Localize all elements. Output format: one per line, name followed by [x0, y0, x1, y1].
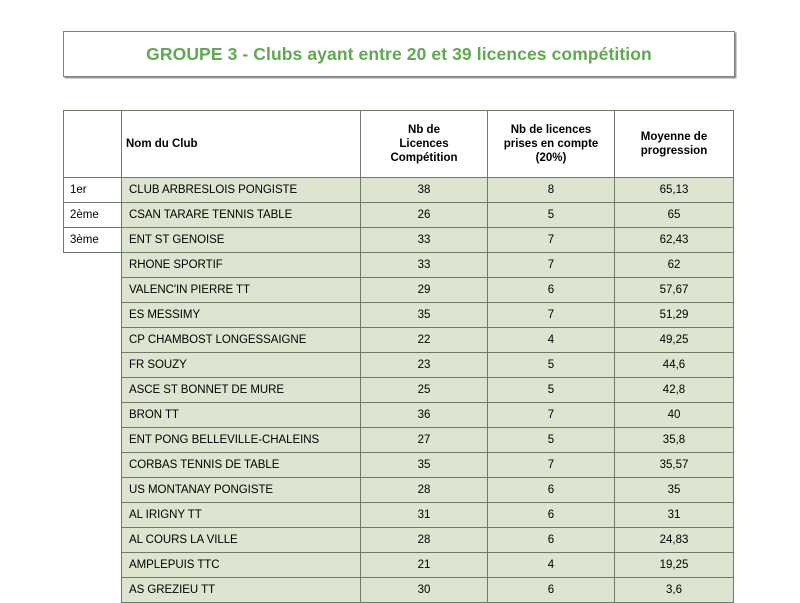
- cell-club-name: AMPLEPUIS TTC: [122, 553, 361, 578]
- column-header-licences-line3: Compétition: [390, 152, 458, 164]
- cell-licences: 38: [361, 178, 488, 203]
- table-row: [64, 203, 734, 228]
- cell-prises: 7: [488, 303, 615, 328]
- cell-rank: [64, 478, 122, 503]
- table-body: [64, 178, 734, 603]
- cell-club-name: RHONE SPORTIF: [122, 253, 361, 278]
- cell-moyenne: 65: [615, 203, 734, 228]
- cell-club-name: ASCE ST BONNET DE MURE: [122, 378, 361, 403]
- cell-rank: [64, 328, 122, 353]
- cell-prises: 6: [488, 528, 615, 553]
- cell-moyenne: 42,8: [615, 378, 734, 403]
- cell-club-name: CORBAS TENNIS DE TABLE: [122, 453, 361, 478]
- cell-moyenne: 24,83: [615, 528, 734, 553]
- column-header-rank: [64, 111, 122, 178]
- column-header-moyenne-line2: progression: [640, 145, 708, 157]
- cell-licences: 30: [361, 578, 488, 603]
- column-header-prises-line2: prises en compte: [503, 137, 599, 150]
- cell-rank: [64, 253, 122, 278]
- title-banner: [63, 31, 735, 77]
- cell-prises: 7: [488, 228, 615, 253]
- cell-club-name: ENT ST GENOISE: [122, 228, 361, 253]
- cell-licences: 31: [361, 503, 488, 528]
- table-row: [64, 553, 734, 578]
- cell-moyenne: 51,29: [615, 303, 734, 328]
- table-header: [64, 111, 734, 178]
- cell-rank: 3ème: [64, 228, 122, 253]
- cell-licences: 33: [361, 253, 488, 278]
- column-header-prises-line3: (20%): [535, 152, 567, 164]
- cell-prises: 8: [488, 178, 615, 203]
- cell-prises: 5: [488, 378, 615, 403]
- cell-licences: 33: [361, 228, 488, 253]
- table-row: [64, 178, 734, 203]
- cell-rank: [64, 278, 122, 303]
- cell-prises: 5: [488, 353, 615, 378]
- cell-licences: 22: [361, 328, 488, 353]
- cell-prises: 4: [488, 328, 615, 353]
- cell-prises: 7: [488, 453, 615, 478]
- cell-prises: 7: [488, 403, 615, 428]
- cell-moyenne: 31: [615, 503, 734, 528]
- cell-rank: [64, 353, 122, 378]
- cell-rank: [64, 528, 122, 553]
- table-row: [64, 503, 734, 528]
- cell-club-name: ENT PONG BELLEVILLE-CHALEINS: [122, 428, 361, 453]
- cell-moyenne: 49,25: [615, 328, 734, 353]
- cell-rank: 2ème: [64, 203, 122, 228]
- column-header-licences-line2: Licences: [399, 137, 449, 150]
- table-row: [64, 478, 734, 503]
- column-header-moyenne-progression: [615, 111, 734, 178]
- cell-club-name: CP CHAMBOST LONGESSAIGNE: [122, 328, 361, 353]
- page-title: GROUPE 3 - Clubs ayant entre 20 et 39 licences compétition: [146, 43, 652, 64]
- cell-rank: [64, 403, 122, 428]
- cell-club-name: FR SOUZY: [122, 353, 361, 378]
- cell-licences: 35: [361, 453, 488, 478]
- column-header-prises-line1: Nb de licences: [510, 123, 592, 136]
- cell-licences: 28: [361, 528, 488, 553]
- cell-club-name: VALENC'IN PIERRE TT: [122, 278, 361, 303]
- table-row: [64, 378, 734, 403]
- cell-club-name: AL COURS LA VILLE: [122, 528, 361, 553]
- table-row: [64, 453, 734, 478]
- cell-moyenne: 3,6: [615, 578, 734, 603]
- cell-prises: 5: [488, 428, 615, 453]
- table-row: [64, 278, 734, 303]
- cell-prises: 6: [488, 578, 615, 603]
- cell-club-name: BRON TT: [122, 403, 361, 428]
- cell-club-name: AS GREZIEU TT: [122, 578, 361, 603]
- table-row: [64, 228, 734, 253]
- cell-moyenne: 35,57: [615, 453, 734, 478]
- cell-rank: [64, 503, 122, 528]
- table-row: [64, 578, 734, 603]
- cell-rank: 1er: [64, 178, 122, 203]
- table-row: [64, 303, 734, 328]
- table-row: [64, 253, 734, 278]
- cell-club-name: ES MESSIMY: [122, 303, 361, 328]
- table-row: [64, 403, 734, 428]
- cell-prises: 6: [488, 278, 615, 303]
- cell-prises: 7: [488, 253, 615, 278]
- cell-moyenne: 35,8: [615, 428, 734, 453]
- cell-prises: 4: [488, 553, 615, 578]
- cell-licences: 25: [361, 378, 488, 403]
- cell-licences: 29: [361, 278, 488, 303]
- cell-moyenne: 57,67: [615, 278, 734, 303]
- cell-club-name: US MONTANAY PONGISTE: [122, 478, 361, 503]
- cell-rank: [64, 553, 122, 578]
- cell-licences: 23: [361, 353, 488, 378]
- cell-licences: 21: [361, 553, 488, 578]
- cell-moyenne: 19,25: [615, 553, 734, 578]
- column-header-club-name: Nom du Club: [122, 111, 361, 178]
- cell-club-name: CSAN TARARE TENNIS TABLE: [122, 203, 361, 228]
- cell-moyenne: 62,43: [615, 228, 734, 253]
- cell-licences: 36: [361, 403, 488, 428]
- cell-rank: [64, 303, 122, 328]
- cell-moyenne: 44,6: [615, 353, 734, 378]
- cell-prises: 5: [488, 203, 615, 228]
- column-header-moyenne-line1: Moyenne de: [640, 130, 708, 143]
- column-header-licences-competition: [361, 111, 488, 178]
- cell-moyenne: 35: [615, 478, 734, 503]
- cell-club-name: CLUB ARBRESLOIS PONGISTE: [122, 178, 361, 203]
- cell-licences: 27: [361, 428, 488, 453]
- cell-licences: 26: [361, 203, 488, 228]
- cell-moyenne: 65,13: [615, 178, 734, 203]
- table-row: [64, 353, 734, 378]
- cell-rank: [64, 578, 122, 603]
- table-header-row: [64, 111, 734, 178]
- cell-licences: 35: [361, 303, 488, 328]
- cell-moyenne: 40: [615, 403, 734, 428]
- cell-club-name: AL IRIGNY TT: [122, 503, 361, 528]
- cell-licences: 28: [361, 478, 488, 503]
- club-ranking-table: [63, 110, 734, 603]
- cell-prises: 6: [488, 503, 615, 528]
- table-row: [64, 328, 734, 353]
- cell-moyenne: 62: [615, 253, 734, 278]
- column-header-licences-line1: Nb de: [408, 123, 440, 136]
- cell-prises: 6: [488, 478, 615, 503]
- table-row: [64, 528, 734, 553]
- cell-rank: [64, 453, 122, 478]
- cell-rank: [64, 378, 122, 403]
- cell-rank: [64, 428, 122, 453]
- column-header-licences-prises-en-compte: [488, 111, 615, 178]
- table-row: [64, 428, 734, 453]
